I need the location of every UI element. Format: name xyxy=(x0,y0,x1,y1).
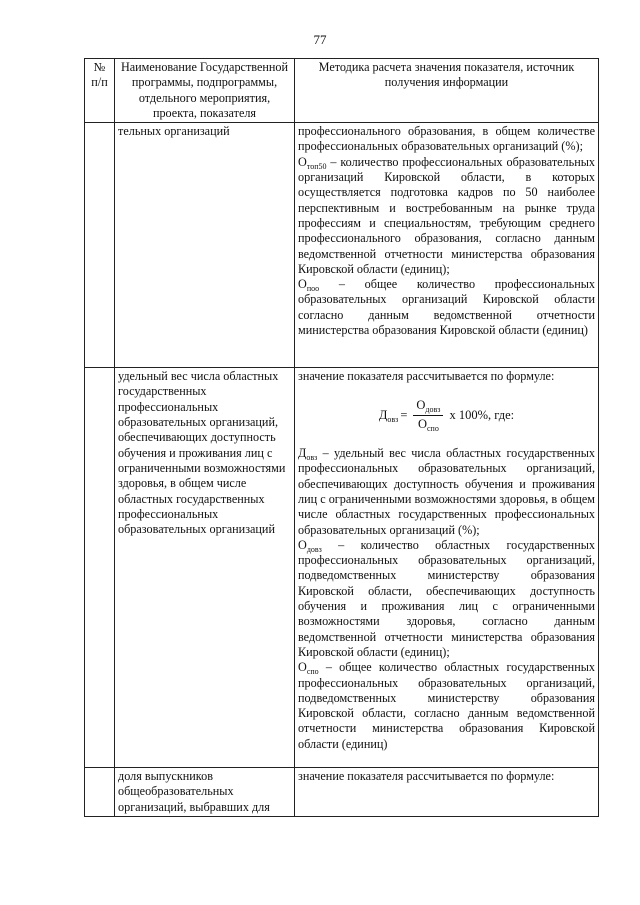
formula-denominator: $О_{спо}$ xyxy=(417,416,439,433)
dash: – xyxy=(322,446,329,461)
table-row xyxy=(85,123,599,368)
indicator-name: доля выпускников общеобразовательных организаций, выбравших для xyxy=(115,768,295,817)
indicator-table xyxy=(84,58,599,817)
variable-symbol: О xyxy=(298,154,307,169)
formula-numerator: $О_{довз}$ xyxy=(413,398,443,415)
method-text xyxy=(298,277,595,338)
variable-symbol: Д xyxy=(298,446,307,461)
header-num: № п/п xyxy=(85,59,115,123)
row-num-cell xyxy=(85,368,115,768)
variable-symbol: О xyxy=(298,277,307,292)
variable-subscript: поо xyxy=(306,284,320,294)
method-text xyxy=(298,538,595,660)
formula-intro: значение показателя рассчитывается по формуле: xyxy=(298,769,555,784)
table-row xyxy=(85,368,599,768)
table-header-row xyxy=(85,59,599,123)
table-row xyxy=(85,768,599,817)
row-num-cell xyxy=(85,123,115,368)
variable-description: общее количество профессиональных образовательных организаций Кировской области согласно данным ведомственной отчетности министерства образования Кировской области (единиц) xyxy=(298,277,596,338)
row-num-cell xyxy=(85,768,115,817)
variable-subscript: овз xyxy=(306,453,318,463)
header-name: Наименование Государственной программы, подпрограммы, отдельного мероприятия, проекта, показателя xyxy=(115,59,295,123)
page-number: 77 xyxy=(313,32,327,47)
method-cell xyxy=(295,768,599,817)
method-cell xyxy=(295,123,599,368)
indicator-name: тельных организаций xyxy=(115,123,295,368)
formula xyxy=(298,398,595,432)
dash: – xyxy=(330,154,337,169)
formula-tail: x 100%, где: xyxy=(449,407,515,422)
header-method: Методика расчета значения показателя, источник получения информации xyxy=(295,59,599,123)
formula-intro: значение показателя рассчитывается по формуле: xyxy=(298,369,555,384)
variable-symbol: О xyxy=(298,537,307,552)
indicator-name: удельный вес числа областных государственных профессиональных образовательных организаций, обеспечивающих доступность обучения и проживания лиц с ограниченными возможностями здоровья, в общем числе областных государственных профессиональных образовательных организаций xyxy=(115,368,295,768)
variable-description: удельный вес числа областных государственных профессиональных образовательных организаций, обеспечивающих доступность обучения и проживания лиц с ограниченными возможностями здоровья, в общем числе областных государственных профессиональных образовательных организаций (%); xyxy=(298,446,596,537)
variable-symbol: О xyxy=(298,660,307,675)
method-cell xyxy=(295,368,599,768)
method-text: профессионального образования, в общем количестве профессиональных образовательных организаций (%); xyxy=(298,124,595,154)
formula-lhs: $Д_{овз}$ xyxy=(378,407,399,424)
dash: – xyxy=(338,277,345,292)
variable-description: количество профессиональных образовательных организаций Кировской области, в которых осуществляется подготовка кадров по 50 наиболее перспективным и востребованным на рынке труда профессиям и специальностям, требующим среднего профессионального образования, согласно данным ведомственной отчетности министерства образования Кировской области (единиц); xyxy=(298,154,595,276)
formula-fraction xyxy=(413,398,443,432)
method-text xyxy=(298,155,595,277)
variable-subscript: спо xyxy=(306,667,319,677)
dash: – xyxy=(325,660,332,675)
method-text xyxy=(298,660,595,752)
method-text xyxy=(298,446,595,538)
variable-subscript: топ50 xyxy=(306,161,327,171)
dash: – xyxy=(338,537,345,552)
formula-equals: = xyxy=(400,407,408,422)
variable-description: общее количество областных государственных профессиональных образовательных организаций, подведомственных министерству образования Кировской области, согласно данным ведомственной отчетности министерства образования Кировской области (единиц) xyxy=(298,660,595,751)
variable-subscript: довз xyxy=(306,544,322,554)
variable-description: количество областных государственных профессиональных образовательных организаций, подведомственных министерству образования Кировской области, обеспечивающих доступность обучения и проживания лиц с ограниченными возможностями здоровья, согласно данным ведомственной отчетности министерства образования Кировской области (единиц); xyxy=(298,537,596,659)
